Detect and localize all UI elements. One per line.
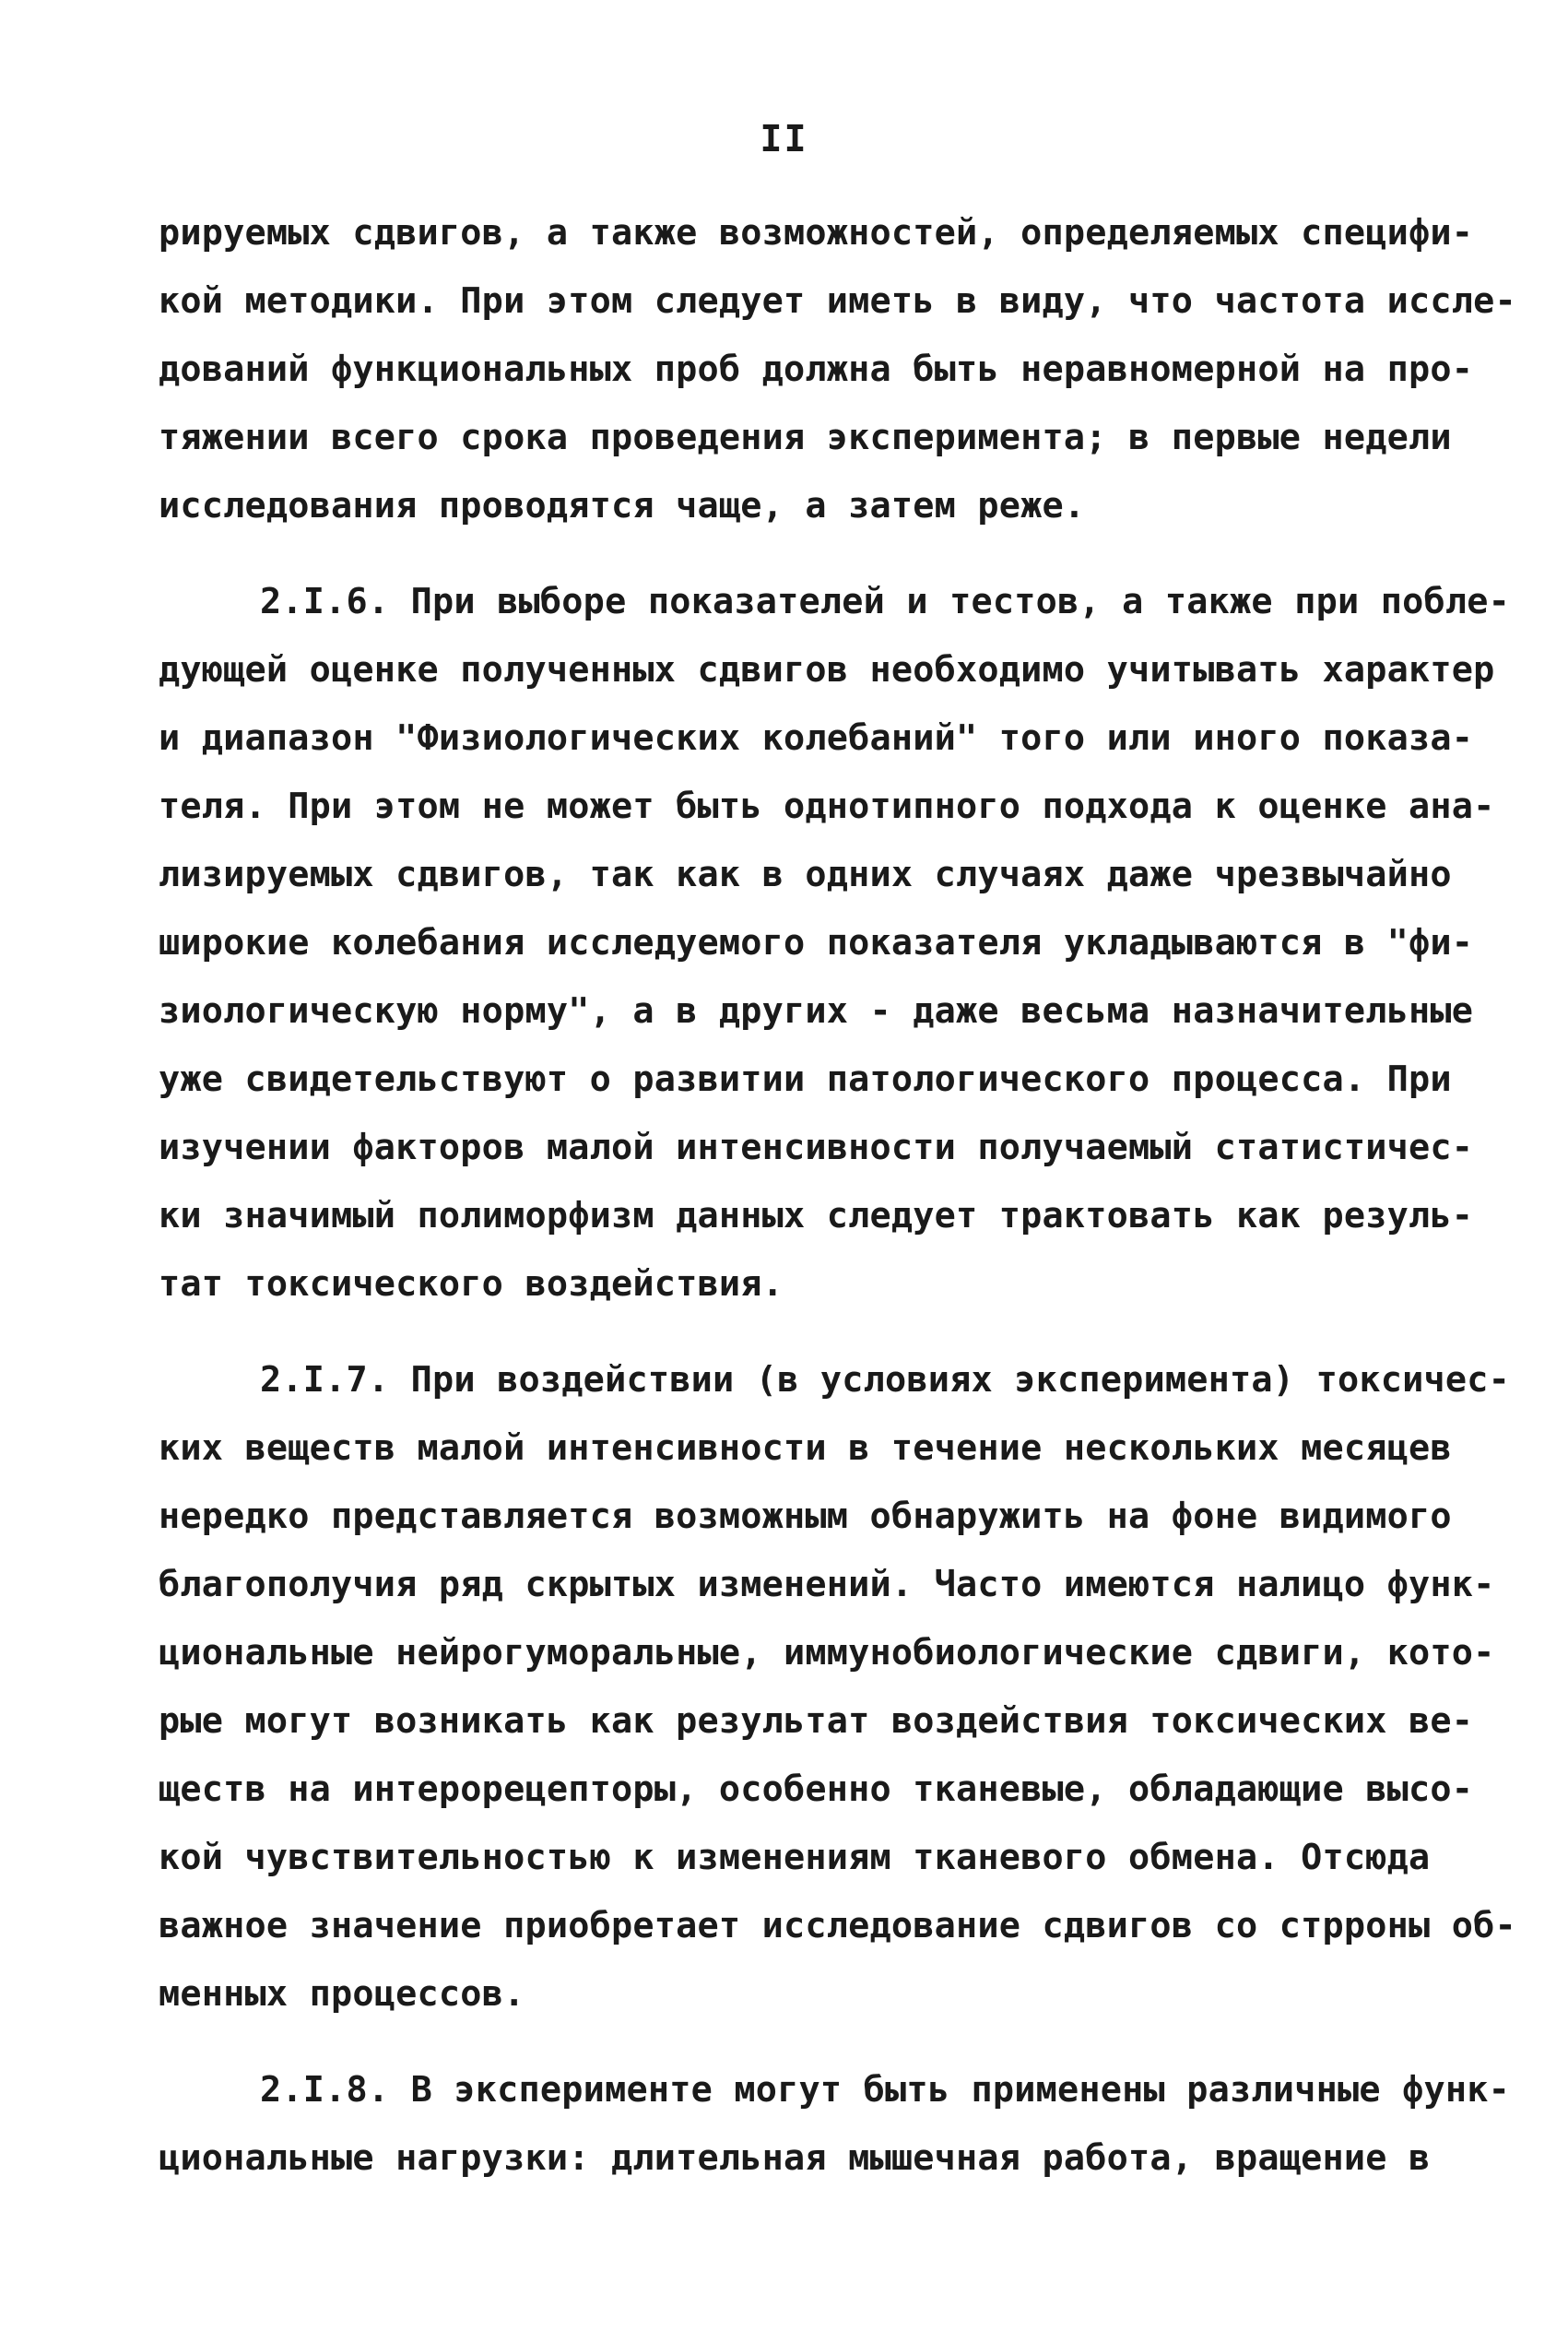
text-line: лизируемых сдвигов, так как в одних случаях даже чрезвычайно xyxy=(159,854,1452,895)
text-line: рые могут возникать как результат воздействия токсических ве- xyxy=(159,1700,1474,1742)
text-line: дований функциональных проб должна быть неравномерной на про- xyxy=(159,349,1474,390)
text-line: широкие колебания исследуемого показателя укладываются в "фи- xyxy=(159,922,1474,964)
text-line: благополучия ряд скрытых изменений. Часто имеются налицо функ- xyxy=(159,1564,1495,1605)
text-line: 2.I.6. При выборе показателей и тестов, а также при побле- xyxy=(260,581,1510,622)
text-line: ществ на интерорецепторы, особенно тканевые, обладающие высо- xyxy=(159,1768,1474,1810)
text-line: ких веществ малой интенсивности в течение нескольких месяцев xyxy=(159,1427,1452,1469)
text-line: дующей оценке полученных сдвигов необходимо учитывать характер xyxy=(159,649,1495,691)
paragraph-2-1-6 xyxy=(159,568,1510,1319)
text-line: и диапазон "Физиологических колебаний" того или иного показа- xyxy=(159,717,1474,759)
paragraph-2-1-7 xyxy=(159,1346,1516,2028)
text-line: изучении факторов малой интенсивности получаемый статистичес- xyxy=(159,1127,1474,1168)
text-line: кой методики. При этом следует иметь в виду, что частота иссле- xyxy=(159,280,1516,322)
text-line: циональные нагрузки: длительная мышечная работа, вращение в xyxy=(159,2137,1431,2179)
body-text xyxy=(159,199,1516,2193)
text-line: рируемых сдвигов, а также возможностей, определяемых специфи- xyxy=(159,212,1474,254)
text-line: 2.I.7. При воздействии (в условиях эксперимента) токсичес- xyxy=(260,1359,1510,1401)
text-line: циональные нейрогуморальные, иммунобиологические сдвиги, кото- xyxy=(159,1632,1495,1674)
text-line: теля. При этом не может быть однотипного подхода к оценке ана- xyxy=(159,786,1495,827)
text-line: ки значимый полиморфизм данных следует трактовать как резуль- xyxy=(159,1195,1474,1236)
text-line: зиологическую норму", а в других - даже весьма назначительные xyxy=(159,990,1474,1032)
paragraph-continuation xyxy=(159,199,1516,540)
paragraph-2-1-8 xyxy=(159,2056,1510,2193)
text-line: уже свидетельствуют о развитии патологического процесса. При xyxy=(159,1059,1452,1100)
text-line: кой чувствительностью к изменениям тканевого обмена. Отсюда xyxy=(159,1837,1431,1878)
text-line: 2.I.8. В эксперименте могут быть применены различные функ- xyxy=(260,2069,1510,2111)
paragraph-gap xyxy=(159,2028,1468,2056)
paragraph-gap xyxy=(159,1319,1468,1346)
text-line: важное значение приобретает исследование сдвигов со стрроны об- xyxy=(159,1905,1516,1946)
text-line: тат токсического воздействия. xyxy=(159,1263,784,1305)
text-line: исследования проводятся чаще, а затем реже. xyxy=(159,485,1086,526)
text-line: нередко представляется возможным обнаружить на фоне видимого xyxy=(159,1496,1452,1537)
text-line: тяжении всего срока проведения эксперимента; в первые недели xyxy=(159,417,1452,458)
text-line: менных процессов. xyxy=(159,1973,525,2015)
paragraph-gap xyxy=(159,540,1468,568)
page-number: II xyxy=(760,118,808,160)
